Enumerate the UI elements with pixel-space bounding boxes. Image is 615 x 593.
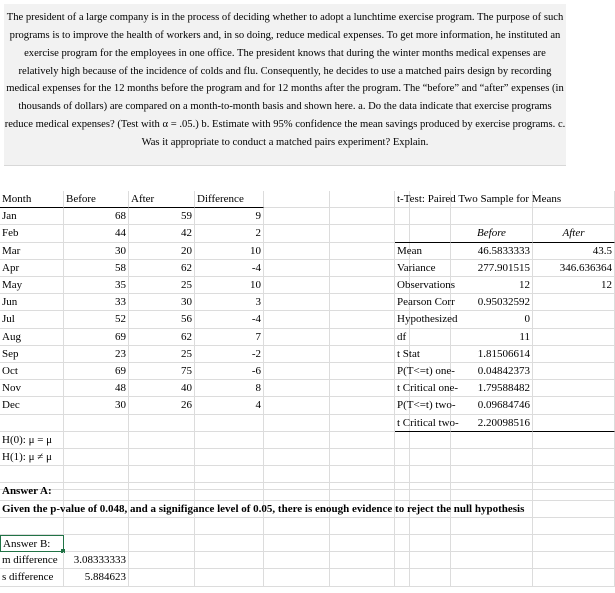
after-value-cell[interactable]: 30 bbox=[129, 294, 195, 311]
ttest-before-value[interactable]: 1.79588482 bbox=[451, 380, 533, 397]
difference-value-cell[interactable]: 10 bbox=[195, 243, 264, 260]
grid-cell[interactable] bbox=[264, 329, 330, 346]
grid-cell[interactable] bbox=[264, 535, 330, 552]
grid-cell[interactable] bbox=[451, 432, 533, 449]
grid-cell[interactable] bbox=[264, 415, 330, 432]
difference-value-cell[interactable]: 8 bbox=[195, 380, 264, 397]
grid-cell[interactable] bbox=[330, 311, 395, 328]
grid-cell[interactable] bbox=[264, 449, 330, 466]
ttest-before-value[interactable]: 277.901515 bbox=[451, 260, 533, 277]
ttest-after-value[interactable]: 12 bbox=[533, 277, 615, 294]
grid-cell[interactable] bbox=[410, 552, 451, 569]
grid-cell[interactable] bbox=[533, 208, 615, 225]
alternative-hypothesis[interactable]: H(1): μ ≠ μ bbox=[0, 449, 129, 466]
grid-cell[interactable] bbox=[395, 449, 410, 466]
grid-cell[interactable] bbox=[533, 432, 615, 449]
difference-value-cell[interactable]: 2 bbox=[195, 225, 264, 242]
grid-cell[interactable] bbox=[330, 363, 395, 380]
problem-statement-area bbox=[0, 0, 615, 191]
month-cell[interactable]: Mar bbox=[0, 243, 64, 260]
grid-cell[interactable] bbox=[0, 518, 64, 535]
month-cell[interactable]: Jun bbox=[0, 294, 64, 311]
header-before[interactable]: Before bbox=[64, 191, 129, 208]
ttest-after-value[interactable] bbox=[533, 397, 615, 414]
grid-cell[interactable] bbox=[64, 535, 129, 552]
ttest-before-value[interactable]: 0 bbox=[451, 311, 533, 328]
ttest-after-value[interactable] bbox=[533, 363, 615, 380]
grid-cell[interactable] bbox=[264, 346, 330, 363]
grid-cell[interactable] bbox=[533, 552, 615, 569]
grid-cell[interactable] bbox=[264, 432, 330, 449]
grid-cell[interactable] bbox=[264, 243, 330, 260]
difference-value-cell[interactable]: -4 bbox=[195, 260, 264, 277]
ttest-after-value[interactable]: 346.636364 bbox=[533, 260, 615, 277]
after-value-cell[interactable]: 40 bbox=[129, 380, 195, 397]
grid-cell[interactable] bbox=[264, 277, 330, 294]
ttest-before-value[interactable]: 1.81506614 bbox=[451, 346, 533, 363]
before-value-cell[interactable]: 30 bbox=[64, 397, 129, 414]
grid-cell[interactable] bbox=[195, 552, 264, 569]
ttest-row-label[interactable]: Observations bbox=[395, 277, 451, 294]
before-value-cell[interactable]: 44 bbox=[64, 225, 129, 242]
after-value-cell[interactable]: 20 bbox=[129, 243, 195, 260]
after-value-cell[interactable]: 25 bbox=[129, 277, 195, 294]
ttest-header-after[interactable]: After bbox=[533, 225, 615, 242]
ttest-before-value[interactable]: 0.04842373 bbox=[451, 363, 533, 380]
before-value-cell[interactable]: 30 bbox=[64, 243, 129, 260]
grid-cell[interactable] bbox=[330, 449, 395, 466]
before-value-cell[interactable]: 69 bbox=[64, 329, 129, 346]
ttest-row-label[interactable]: Variance bbox=[395, 260, 451, 277]
difference-value-cell[interactable]: 3 bbox=[195, 294, 264, 311]
answer-b-stat-label[interactable]: s difference bbox=[0, 569, 64, 586]
grid-cell[interactable] bbox=[533, 535, 615, 552]
grid-cell[interactable] bbox=[451, 208, 533, 225]
grid-cell[interactable] bbox=[195, 449, 264, 466]
grid-cell[interactable] bbox=[533, 518, 615, 535]
grid-cell[interactable] bbox=[410, 518, 451, 535]
answer-b-stat-value[interactable]: 5.884623 bbox=[64, 569, 129, 586]
grid-cell[interactable] bbox=[395, 552, 410, 569]
grid-cell[interactable] bbox=[330, 346, 395, 363]
ttest-after-value[interactable]: 43.5 bbox=[533, 243, 615, 260]
after-value-cell[interactable]: 75 bbox=[129, 363, 195, 380]
ttest-header-before[interactable]: Before bbox=[451, 225, 533, 242]
grid-cell[interactable] bbox=[410, 432, 451, 449]
ttest-after-value[interactable] bbox=[533, 415, 615, 432]
ttest-before-value[interactable]: 2.20098516 bbox=[451, 415, 533, 432]
difference-value-cell[interactable]: -6 bbox=[195, 363, 264, 380]
ttest-row-label[interactable]: Hypothesized bbox=[395, 311, 451, 328]
before-value-cell[interactable]: 58 bbox=[64, 260, 129, 277]
month-cell[interactable]: Feb bbox=[0, 225, 64, 242]
grid-cell[interactable] bbox=[395, 535, 410, 552]
ttest-before-value[interactable]: 0.95032592 bbox=[451, 294, 533, 311]
grid-cell[interactable] bbox=[330, 432, 395, 449]
after-value-cell[interactable]: 59 bbox=[129, 208, 195, 225]
grid-cell[interactable] bbox=[330, 415, 395, 432]
after-value-cell[interactable]: 26 bbox=[129, 397, 195, 414]
grid-cell[interactable] bbox=[129, 415, 195, 432]
grid-cell[interactable] bbox=[330, 569, 395, 586]
difference-value-cell[interactable]: -2 bbox=[195, 346, 264, 363]
grid-cell[interactable] bbox=[451, 518, 533, 535]
month-cell[interactable]: Jul bbox=[0, 311, 64, 328]
difference-value-cell[interactable]: 7 bbox=[195, 329, 264, 346]
grid-cell[interactable] bbox=[264, 380, 330, 397]
grid-cell[interactable] bbox=[330, 294, 395, 311]
grid-cell[interactable] bbox=[264, 569, 330, 586]
ttest-before-value[interactable]: 12 bbox=[451, 277, 533, 294]
month-cell[interactable]: Aug bbox=[0, 329, 64, 346]
ttest-after-value[interactable] bbox=[533, 346, 615, 363]
answer-a-text[interactable]: Given the p-value of 0.048, and a signifigance level of 0.05, there is enough evidence to reject the null hypothesis bbox=[0, 501, 615, 518]
ttest-row-label[interactable]: t Critical two- bbox=[395, 415, 451, 432]
header-difference[interactable]: Difference bbox=[195, 191, 264, 208]
grid-cell[interactable] bbox=[129, 552, 195, 569]
grid-cell[interactable] bbox=[0, 415, 64, 432]
grid-cell[interactable] bbox=[330, 191, 395, 208]
month-cell[interactable]: Dec bbox=[0, 397, 64, 414]
ttest-row-label[interactable]: P(T<=t) one- bbox=[395, 363, 451, 380]
difference-value-cell[interactable]: 9 bbox=[195, 208, 264, 225]
grid-cell[interactable] bbox=[410, 569, 451, 586]
month-cell[interactable]: Nov bbox=[0, 380, 64, 397]
month-cell[interactable]: Oct bbox=[0, 363, 64, 380]
grid-cell[interactable] bbox=[410, 535, 451, 552]
ttest-after-value[interactable] bbox=[533, 311, 615, 328]
grid-cell[interactable] bbox=[330, 518, 395, 535]
grid-cell[interactable] bbox=[533, 449, 615, 466]
grid-cell[interactable] bbox=[330, 260, 395, 277]
grid-cell[interactable] bbox=[330, 277, 395, 294]
grid-cell[interactable] bbox=[129, 518, 195, 535]
grid-cell[interactable] bbox=[129, 569, 195, 586]
before-value-cell[interactable]: 68 bbox=[64, 208, 129, 225]
grid-cell[interactable] bbox=[395, 569, 410, 586]
grid-cell[interactable] bbox=[264, 363, 330, 380]
month-cell[interactable]: Jan bbox=[0, 208, 64, 225]
grid-cell[interactable] bbox=[451, 569, 533, 586]
grid-cell[interactable] bbox=[195, 518, 264, 535]
after-value-cell[interactable]: 56 bbox=[129, 311, 195, 328]
answer-b-stat-value[interactable]: 3.08333333 bbox=[64, 552, 129, 569]
grid-cell[interactable] bbox=[264, 518, 330, 535]
after-value-cell[interactable]: 62 bbox=[129, 329, 195, 346]
ttest-after-value[interactable] bbox=[533, 380, 615, 397]
before-value-cell[interactable]: 69 bbox=[64, 363, 129, 380]
grid-cell[interactable] bbox=[330, 208, 395, 225]
ttest-row-label[interactable]: Mean bbox=[395, 243, 451, 260]
ttest-after-value[interactable] bbox=[533, 329, 615, 346]
grid-cell[interactable] bbox=[395, 208, 410, 225]
before-value-cell[interactable]: 23 bbox=[64, 346, 129, 363]
month-cell[interactable]: Sep bbox=[0, 346, 64, 363]
grid-cell[interactable] bbox=[451, 535, 533, 552]
grid-cell[interactable] bbox=[264, 225, 330, 242]
grid-cell[interactable] bbox=[395, 518, 410, 535]
null-hypothesis[interactable]: H(0): μ = μ bbox=[0, 432, 129, 449]
answer-a-label[interactable]: Answer A: bbox=[0, 483, 129, 500]
answer-b-label[interactable]: Answer B: bbox=[0, 535, 64, 552]
before-value-cell[interactable]: 33 bbox=[64, 294, 129, 311]
grid-cell[interactable] bbox=[330, 397, 395, 414]
ttest-header-blank[interactable] bbox=[395, 225, 451, 242]
problem-text: The president of a large company is in the process of deciding whether to adopt a lunchtime exercise program. The purpose of such programs is to improve the health of workers and, in so doing, reduce medical expenses. To get more information, he instituted an exercise program for the employees in one office. The president knows that during the winter months medical expenses are relatively high because of the incidence of colds and flu. Consequently, he decides to use a matched pairs design by recording medical expenses for the 12 months before the program and for 12 months after the program. The “before” and “after” expenses (in thousands of dollars) are compared on a month-to-month basis and shown here. a. Do the data indicate that exercise programs reduce medical expenses? (Test with α = .05.) b. Estimate with 95% confidence the mean savings produced by exercise programs. c. Was it appropriate to conduct a matched pairs experiment? Explain. bbox=[4, 12, 566, 148]
ttest-row-label[interactable]: t Critical one- bbox=[395, 380, 451, 397]
grid-cell[interactable] bbox=[264, 294, 330, 311]
ttest-before-value[interactable]: 11 bbox=[451, 329, 533, 346]
grid-cell[interactable] bbox=[330, 243, 395, 260]
spreadsheet-grid[interactable] bbox=[0, 191, 615, 593]
difference-value-cell[interactable]: 4 bbox=[195, 397, 264, 414]
grid-cell[interactable] bbox=[395, 432, 410, 449]
grid-cell[interactable] bbox=[451, 552, 533, 569]
before-value-cell[interactable]: 48 bbox=[64, 380, 129, 397]
grid-cell[interactable] bbox=[129, 449, 195, 466]
grid-cell[interactable] bbox=[410, 208, 451, 225]
grid-cell[interactable] bbox=[264, 260, 330, 277]
ttest-row-label[interactable]: Pearson Corr bbox=[395, 294, 451, 311]
answer-b-stat-label[interactable]: m difference bbox=[0, 552, 64, 569]
grid-cell[interactable] bbox=[533, 569, 615, 586]
grid-cell[interactable] bbox=[330, 380, 395, 397]
grid-cell[interactable] bbox=[330, 535, 395, 552]
grid-cell[interactable] bbox=[195, 569, 264, 586]
grid-cell[interactable] bbox=[64, 518, 129, 535]
header-after[interactable]: After bbox=[129, 191, 195, 208]
before-value-cell[interactable]: 52 bbox=[64, 311, 129, 328]
grid-cell[interactable] bbox=[330, 552, 395, 569]
grid-cell[interactable] bbox=[64, 415, 129, 432]
grid-cell[interactable] bbox=[129, 535, 195, 552]
ttest-before-value[interactable]: 0.09684746 bbox=[451, 397, 533, 414]
grid-cell[interactable] bbox=[330, 225, 395, 242]
ttest-before-value[interactable]: 46.5833333 bbox=[451, 243, 533, 260]
grid-cell[interactable] bbox=[129, 432, 195, 449]
after-value-cell[interactable]: 25 bbox=[129, 346, 195, 363]
ttest-title[interactable]: t-Test: Paired Two Sample for Means bbox=[395, 191, 615, 208]
ttest-row-label[interactable]: t Stat bbox=[395, 346, 451, 363]
after-value-cell[interactable]: 62 bbox=[129, 260, 195, 277]
grid-cell[interactable] bbox=[264, 191, 330, 208]
grid-cell[interactable] bbox=[330, 329, 395, 346]
difference-value-cell[interactable]: -4 bbox=[195, 311, 264, 328]
grid-cell[interactable] bbox=[451, 449, 533, 466]
grid-cell[interactable] bbox=[195, 432, 264, 449]
month-cell[interactable]: Apr bbox=[0, 260, 64, 277]
after-value-cell[interactable]: 42 bbox=[129, 225, 195, 242]
month-cell[interactable]: May bbox=[0, 277, 64, 294]
grid-cell[interactable] bbox=[195, 415, 264, 432]
grid-cell[interactable] bbox=[410, 449, 451, 466]
header-month[interactable]: Month bbox=[0, 191, 64, 208]
grid-cell[interactable] bbox=[195, 535, 264, 552]
grid-cell[interactable] bbox=[264, 552, 330, 569]
grid-cell[interactable] bbox=[264, 397, 330, 414]
ttest-row-label[interactable]: P(T<=t) two- bbox=[395, 397, 451, 414]
ttest-row-label[interactable]: df bbox=[395, 329, 451, 346]
grid-cell[interactable] bbox=[264, 311, 330, 328]
before-value-cell[interactable]: 35 bbox=[64, 277, 129, 294]
difference-value-cell[interactable]: 10 bbox=[195, 277, 264, 294]
grid-cell[interactable] bbox=[264, 208, 330, 225]
ttest-after-value[interactable] bbox=[533, 294, 615, 311]
